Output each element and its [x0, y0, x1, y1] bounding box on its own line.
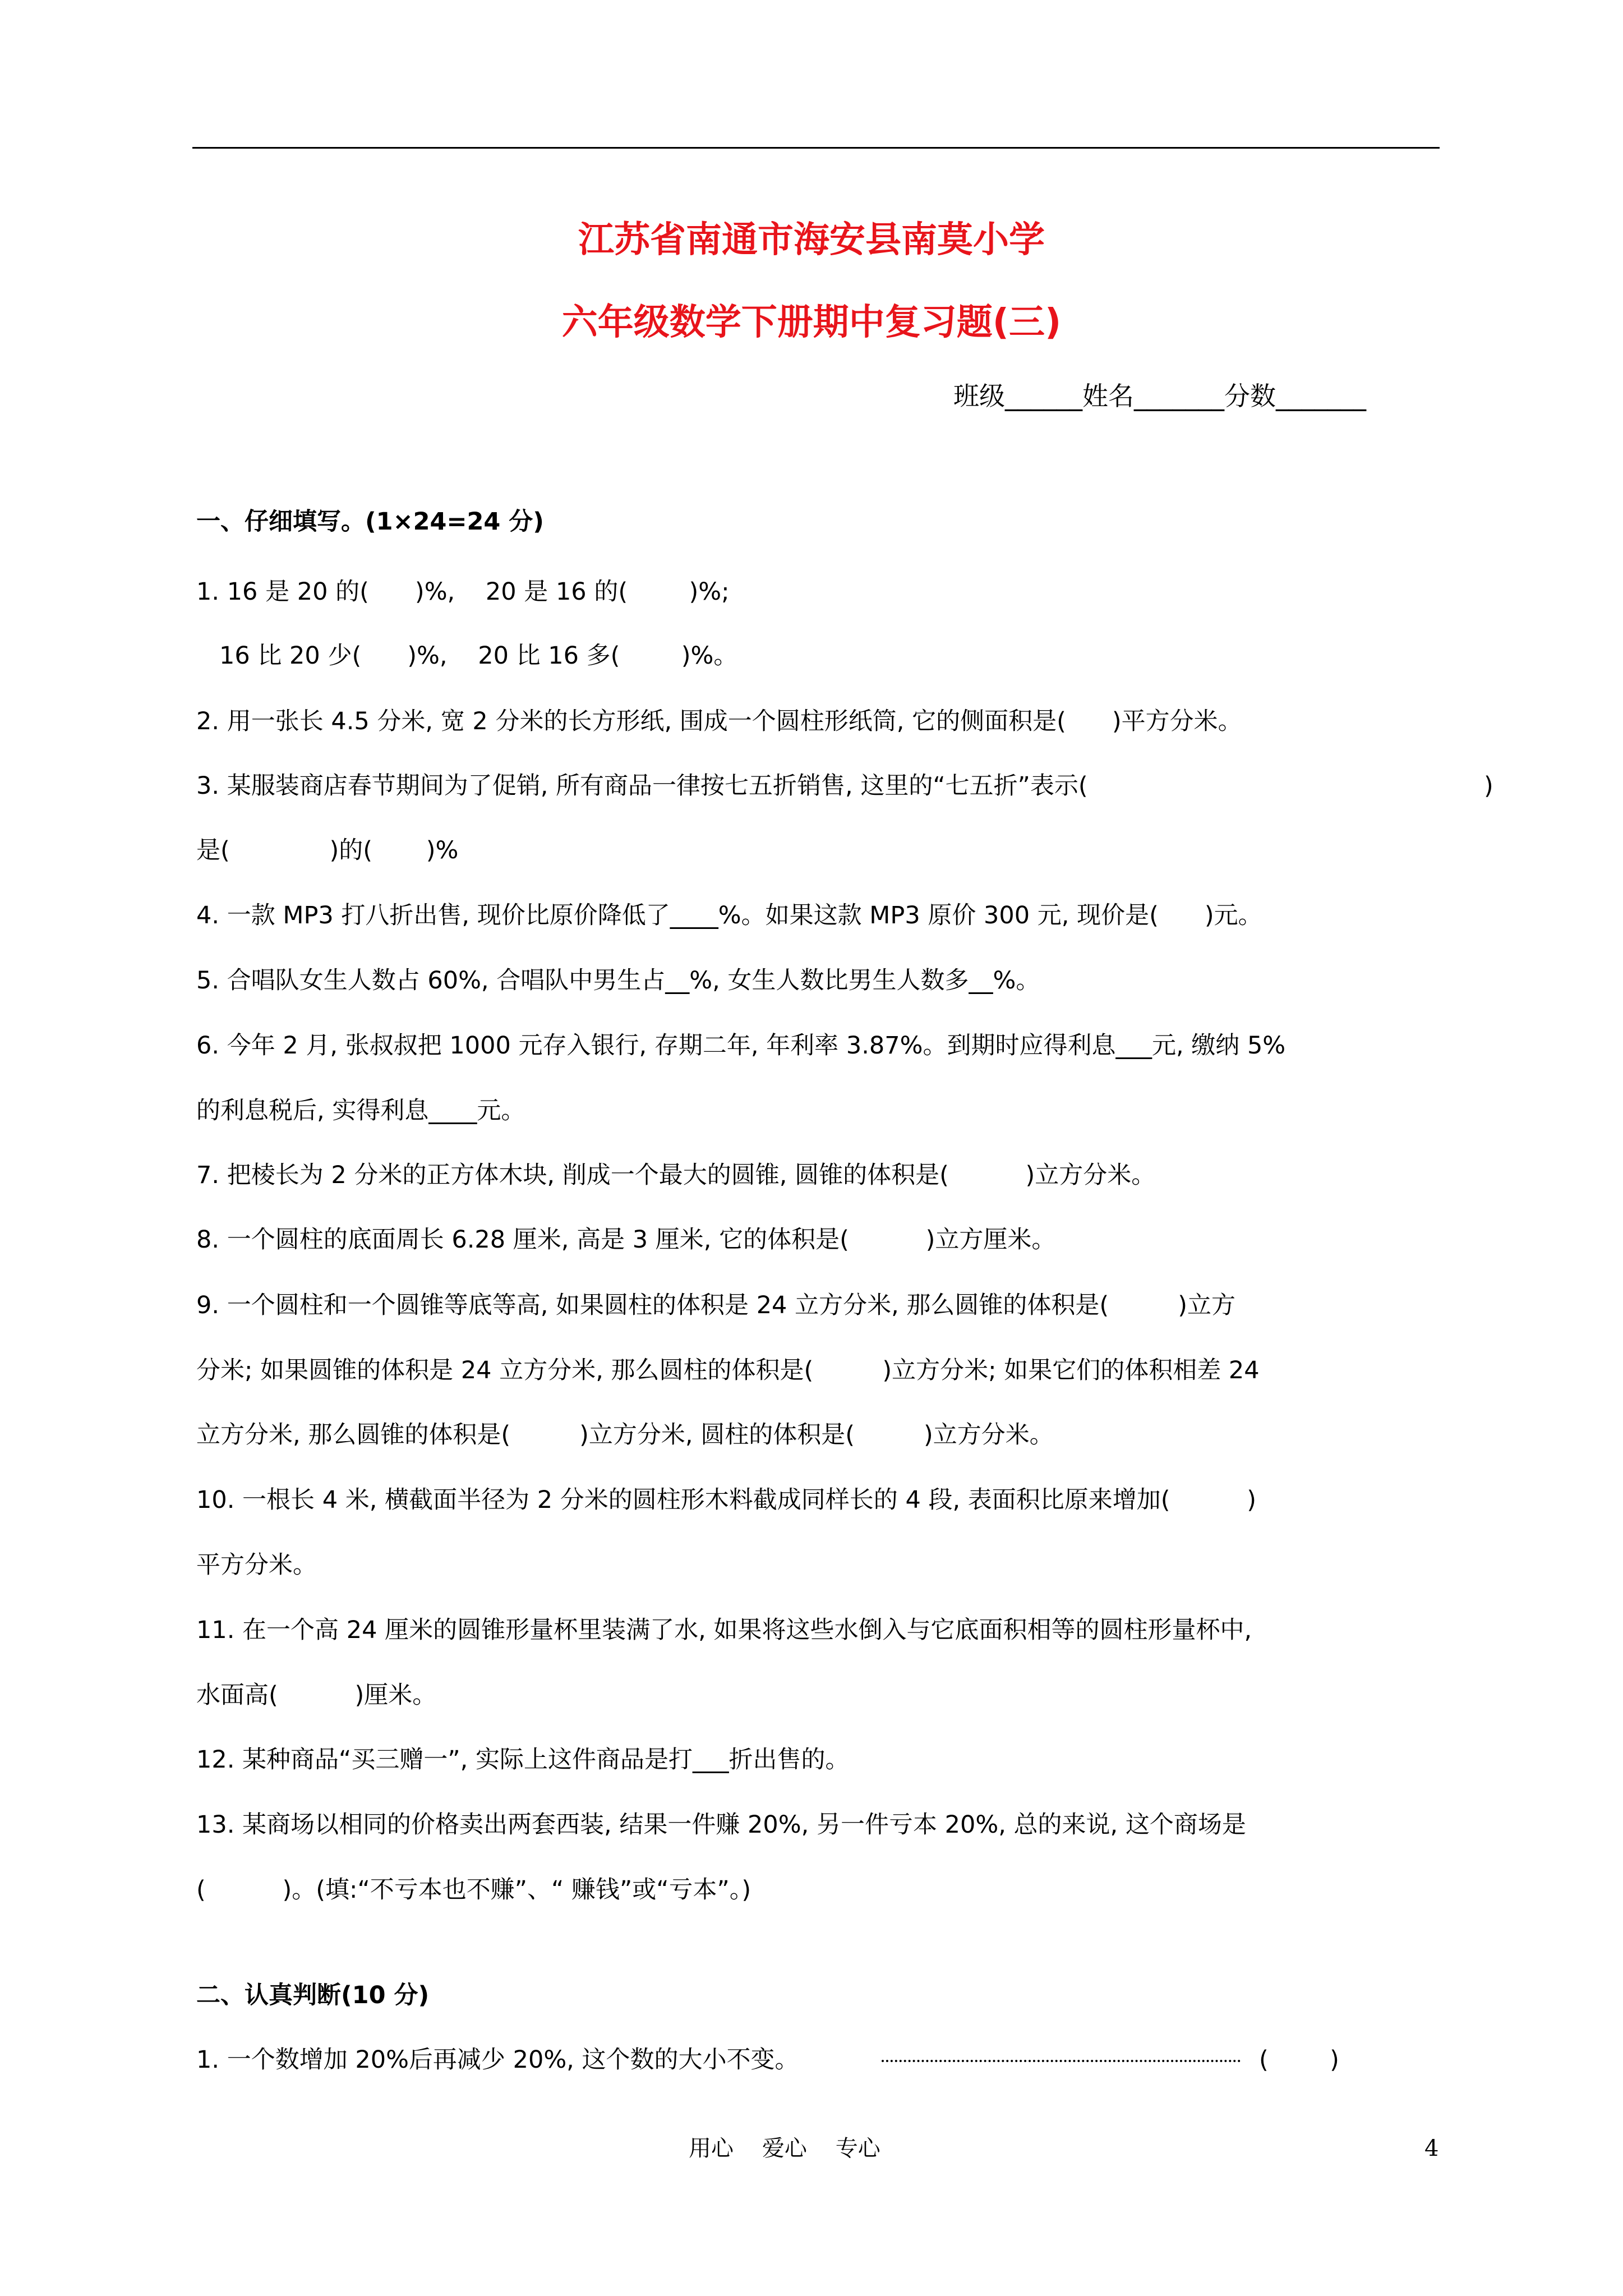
question-line: 1. 16 是 20 的( )%, 20 是 16 的( )%; — [196, 578, 730, 606]
dotted-leader — [882, 2060, 1241, 2062]
question-line: 立方分米, 那么圆锥的体积是( )立方分米, 圆柱的体积是( )立方分米。 — [196, 1421, 1054, 1449]
question-line: 3. 某服装商店春节期间为了促销, 所有商品一律按七五折销售, 这里的“七五折”表示( — [196, 772, 1088, 800]
page-number: 4 — [1424, 2136, 1439, 2161]
question-line: 平方分米。 — [196, 1551, 317, 1579]
document-title-line-2: 六年级数学下册期中复习题(三) — [561, 302, 1062, 343]
question-line: 6. 今年 2 月, 张叔叔把 1000 元存入银行, 存期二年, 年利率 3.87%。到期时应得利息___元, 缴纳 5% — [196, 1032, 1286, 1060]
question-line: 13. 某商场以相同的价格卖出两套西装, 结果一件赚 20%, 另一件亏本 20%, 总的来说, 这个商场是 — [196, 1811, 1246, 1839]
question-3-closing-paren: ) — [1484, 772, 1493, 800]
section-1-heading: 一、仔细填写。(1×24=24 分) — [196, 508, 544, 536]
question-line: 2. 用一张长 4.5 分米, 宽 2 分米的长方形纸, 围成一个圆柱形纸筒, 它的侧面积是( )平方分米。 — [196, 707, 1242, 735]
answer-bracket: ( ) — [1259, 2046, 1339, 2074]
question-line: 是( )的( )% — [196, 836, 459, 864]
question-line: ( )。(填:“不亏本也不赚”、“ 赚钱”或“亏本”。) — [196, 1876, 751, 1904]
question-line: 的利息税后, 实得利息____元。 — [196, 1097, 525, 1125]
question-line: 5. 合唱队女生人数占 60%, 合唱队中男生占__%, 女生人数比男生人数多__%。 — [196, 967, 1040, 995]
question-line: 9. 一个圆柱和一个圆锥等底等高, 如果圆柱的体积是 24 立方分米, 那么圆锥的体积是( )立方 — [196, 1291, 1235, 1319]
question-line: 11. 在一个高 24 厘米的圆锥形量杯里装满了水, 如果将这些水倒入与它底面积相等的圆柱形量杯中, — [196, 1616, 1252, 1644]
header-rule — [192, 147, 1440, 149]
question-line: 12. 某种商品“买三赠一”, 实际上这件商品是打___折出售的。 — [196, 1746, 850, 1774]
document-title-line-1: 江苏省南通市海安县南莫小学 — [578, 219, 1045, 261]
judgement-item-1: 1. 一个数增加 20%后再减少 20%, 这个数的大小不变。 — [196, 2046, 799, 2074]
question-line: 分米; 如果圆锥的体积是 24 立方分米, 那么圆柱的体积是( )立方分米; 如果它们的体积相差 24 — [196, 1356, 1260, 1384]
question-line: 水面高( )厘米。 — [196, 1681, 437, 1709]
question-line: 10. 一根长 4 米, 横截面半径为 2 分米的圆柱形木料截成同样长的 4 段, 表面积比原来增加( ) — [196, 1486, 1257, 1514]
question-line: 7. 把棱长为 2 分米的正方体木块, 削成一个最大的圆锥, 圆锥的体积是( )立方分米。 — [196, 1161, 1156, 1189]
question-line: 8. 一个圆柱的底面周长 6.28 厘米, 高是 3 厘米, 它的体积是( )立方厘米。 — [196, 1226, 1056, 1254]
question-line: 16 比 20 少( )%, 20 比 16 多( )%。 — [196, 642, 738, 670]
question-line: 4. 一款 MP3 打八折出售, 现价比原价降低了____%。如果这款 MP3 原价 300 元, 现价是( )元。 — [196, 901, 1262, 930]
section-2-heading: 二、认真判断(10 分) — [196, 1981, 430, 2009]
student-info-line: 班级______姓名_______分数_______ — [953, 381, 1366, 411]
footer-motto: 用心 爱心 专心 — [689, 2136, 880, 2161]
